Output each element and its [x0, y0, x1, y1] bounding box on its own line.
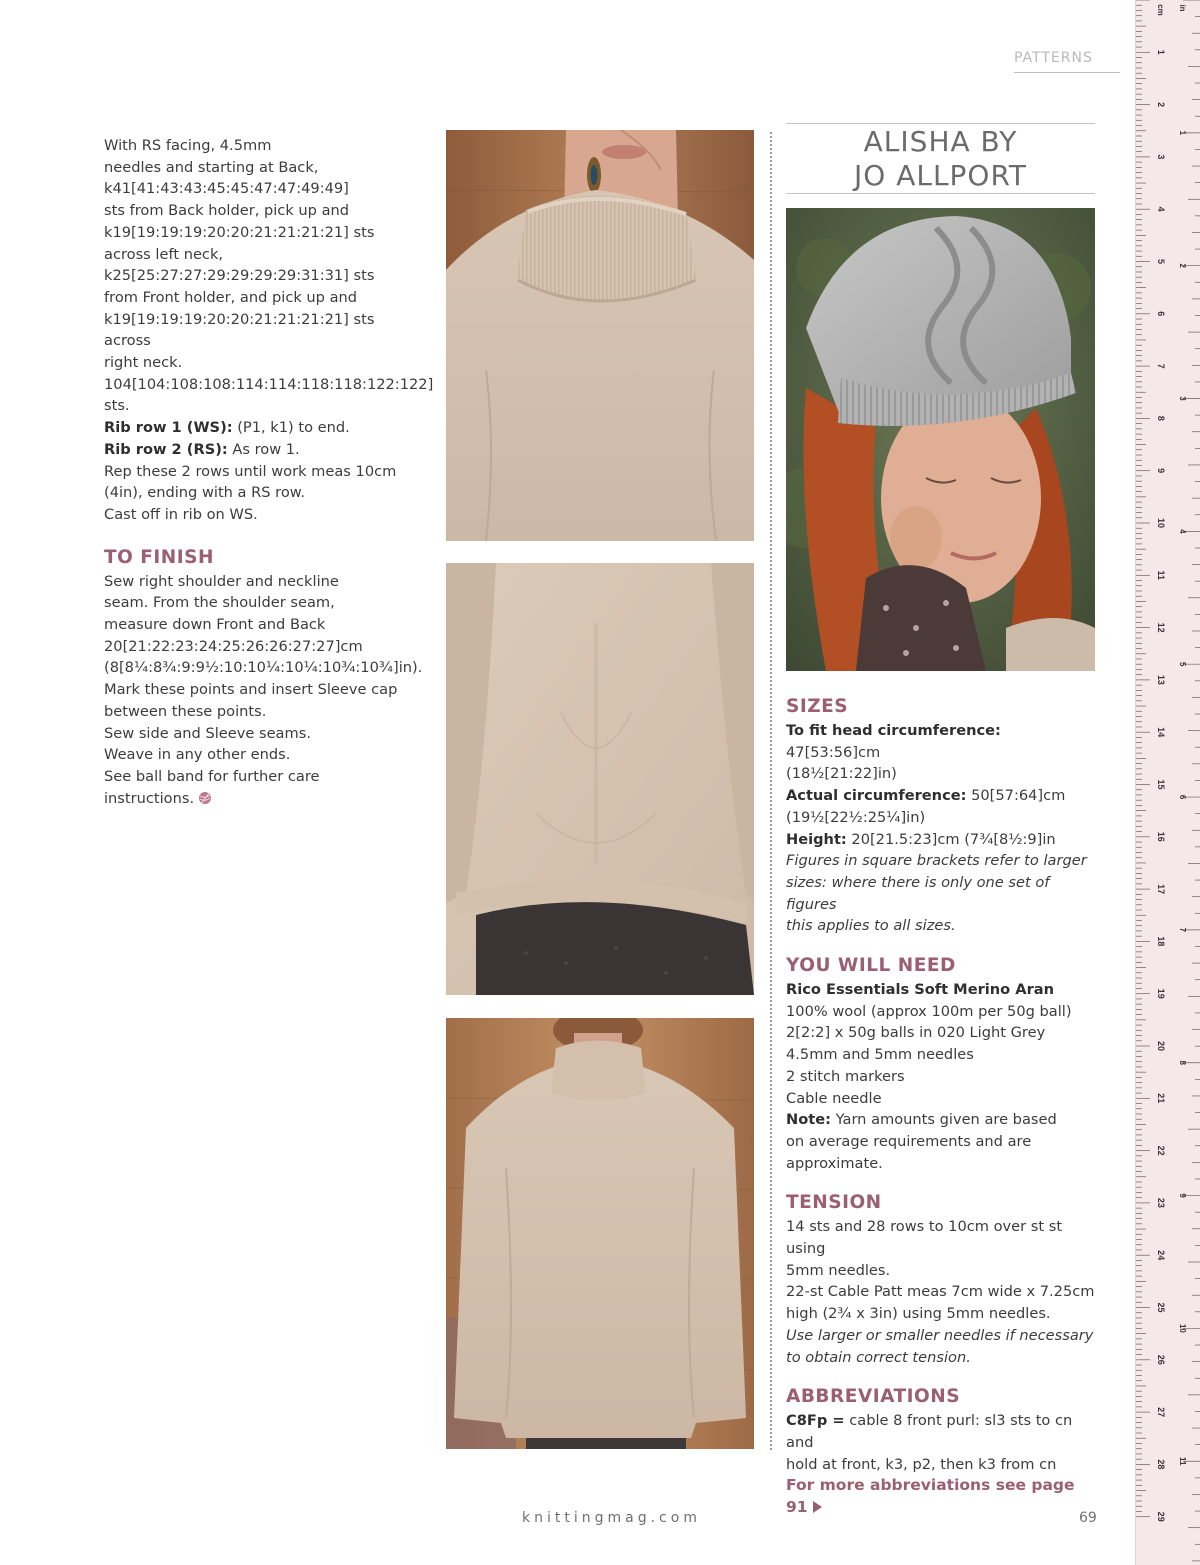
text-line-end: instructions. [104, 789, 195, 807]
text-line: With RS facing, 4.5mm [104, 137, 272, 154]
cm-number: 18 [1156, 936, 1166, 947]
cm-number: 16 [1156, 831, 1166, 842]
page-number: 69 [1079, 1510, 1097, 1526]
rib-row-2-text: As row 1. [227, 440, 300, 458]
yarn-name [786, 979, 1096, 1001]
more-abbreviations-text: For more abbreviations see page 91 [786, 1476, 1075, 1517]
actual-size-label: Actual circumference: [786, 787, 967, 805]
rib-row-2-label: Rib row 2 (RS): [104, 440, 228, 458]
text-line: measure down Front and Back [104, 616, 326, 634]
cm-number: 20 [1156, 1040, 1166, 1052]
text-line: k25[25:27:27:29:29:29:29:31:31] sts [104, 267, 375, 285]
yarn-note-label: Note: [786, 1111, 831, 1129]
text-line: from Front holder, and pick up and [104, 288, 358, 306]
inch-number: 7 [1178, 927, 1187, 933]
pattern-title-line-2: JO ALLPORT [854, 159, 1027, 192]
pattern-instructions-column [104, 135, 434, 811]
cm-number: 10 [1156, 517, 1166, 529]
inch-number: 4 [1178, 529, 1187, 534]
inch-number: 6 [1178, 794, 1187, 800]
text-line: sts from Back holder, pick up and [104, 202, 350, 220]
text-line: (4in), ending with a RS row. [104, 484, 306, 502]
sizes-note-line: this applies to all sizes. [786, 917, 956, 935]
pattern-details-column [786, 694, 1096, 1519]
head-size-label: To fit head circumference: [786, 722, 1001, 739]
materials-line: 100% wool (approx 100m per 50g ball) [786, 1002, 1072, 1020]
height-line [786, 829, 1096, 851]
yarn-name-text: Rico Essentials Soft Merino Aran [786, 981, 1055, 999]
abbreviation-definition-cont: hold at front, k3, p2, then k3 from cn [786, 1455, 1057, 1473]
text-line: right neck. [104, 354, 183, 372]
cm-number: 9 [1156, 468, 1166, 474]
materials-line: 4.5mm and 5mm needles [786, 1046, 974, 1064]
inch-number: 10 [1178, 1323, 1187, 1333]
sizes-note [786, 850, 1096, 937]
measuring-ruler [1135, 0, 1200, 1565]
text-line: Sew right shoulder and neckline [104, 572, 339, 590]
text-line: Weave in any other ends. [104, 746, 291, 764]
abbreviations-heading: ABBREVIATIONS [786, 1386, 961, 1408]
text-line: across left neck, [104, 245, 224, 263]
text-line [104, 788, 422, 812]
more-abbreviations-link[interactable] [786, 1475, 1096, 1518]
inch-number: 2 [1178, 263, 1187, 268]
cm-number: 14 [1156, 727, 1166, 738]
tension-line: 22-st Cable Patt meas 7cm wide x 7.25cm [786, 1283, 1095, 1301]
height-value: 20[21.5:23]cm (7¾[8½:9]in [846, 830, 1056, 848]
cm-number: 2 [1156, 102, 1166, 108]
cm-number: 7 [1156, 363, 1166, 369]
text-line: 20[21:22:23:24:25:26:26:27:27]cm [104, 637, 363, 655]
yarn-note-line: on average requirements and are [786, 1132, 1032, 1150]
rib-row-2 [104, 439, 422, 461]
rib-row-1-label: Rib row 1 (WS): [104, 419, 233, 437]
rib-row-1-text: (P1, k1) to end. [232, 419, 350, 437]
footer-url: knittingmag.com [522, 1510, 701, 1526]
inch-number: 3 [1178, 396, 1187, 401]
cm-number: 8 [1156, 415, 1166, 421]
title-rule-bottom [786, 193, 1095, 194]
sizes-note-line: Figures in square brackets refer to larger [786, 852, 1087, 870]
tension-heading: TENSION [786, 1192, 882, 1214]
text-line: Mark these points and insert Sleeve cap [104, 681, 398, 699]
cm-number: 22 [1156, 1145, 1166, 1156]
ruler-graphic [1136, 0, 1200, 1565]
title-rule-top [786, 123, 1095, 124]
materials-line: Cable needle [786, 1089, 882, 1107]
sweater-back-photo [446, 1018, 754, 1449]
tension-line: 14 sts and 28 rows to 10cm over st st using [786, 1218, 1063, 1258]
text-line: 104[104:108:108:114:114:118:118:122:122] sts. [104, 375, 434, 415]
cm-unit-label: cm [1156, 4, 1165, 16]
head-size-value: 47[53:56]cm [786, 743, 881, 761]
sweater-front-photo [446, 563, 754, 995]
cm-number: 13 [1156, 674, 1166, 685]
column-divider [770, 132, 772, 1450]
abbreviation-term: C8Fp = [786, 1412, 845, 1430]
cm-number: 27 [1156, 1407, 1166, 1418]
pick-up-instructions [104, 135, 434, 417]
abbreviation-entry [786, 1410, 1096, 1453]
sizes-note-line: sizes: where there is only one set of figures [786, 873, 1050, 913]
actual-size-value: 50[57:64]cm [966, 787, 1066, 805]
rib-row-1 [104, 417, 422, 439]
text-line: needles and starting at Back, [104, 158, 319, 176]
inch-number: 5 [1178, 661, 1187, 667]
hat-model-photo [786, 208, 1095, 671]
tension-line: 5mm needles. [786, 1261, 891, 1279]
cm-number: 3 [1156, 154, 1166, 160]
text-line: seam. From the shoulder seam, [104, 594, 335, 612]
text-line: Sew side and Sleeve seams. [104, 724, 311, 742]
cm-number: 6 [1156, 311, 1166, 317]
head-size-line [786, 720, 1096, 763]
cm-number: 1 [1156, 49, 1166, 55]
text-line: between these points. [104, 702, 267, 720]
text-line: k41[41:43:43:45:45:47:47:49:49] [104, 180, 349, 198]
cm-number: 17 [1156, 884, 1166, 895]
materials-line: 2 stitch markers [786, 1067, 905, 1085]
yarn-note-line [786, 1109, 1096, 1131]
materials-line: 2[2:2] x 50g balls in 020 Light Grey [786, 1024, 1046, 1042]
yarn-note-line: approximate. [786, 1154, 883, 1172]
section-label: PATTERNS [1014, 50, 1093, 66]
text-line: Rep these 2 rows until work meas 10cm [104, 462, 397, 480]
inch-number: 1 [1178, 130, 1187, 136]
text-line: (8[8¼:8¾:9:9½:10:10¼:10¼:10¾:10¾]in). [104, 659, 423, 677]
yarn-note-text: Yarn amounts given are based [830, 1111, 1057, 1129]
cm-number: 24 [1156, 1250, 1166, 1261]
pattern-title-line-1: ALISHA BY [863, 125, 1018, 158]
height-label: Height: [786, 830, 847, 848]
cm-number: 23 [1156, 1197, 1166, 1208]
head-size-imperial: (18½[21:22]in) [786, 765, 897, 783]
actual-size-imperial: (19½[22½:25¼]in) [786, 808, 926, 826]
text-line: k19[19:19:19:20:20:21:21:21:21] sts across [104, 310, 375, 350]
cm-number: 28 [1156, 1459, 1166, 1470]
to-finish-heading: TO FINISH [104, 546, 214, 568]
inch-unit-label: in [1178, 4, 1187, 12]
section-rule [1014, 72, 1120, 73]
cm-number: 21 [1156, 1093, 1166, 1104]
actual-size-line [786, 785, 1096, 807]
cm-number: 5 [1156, 258, 1166, 265]
text-line: See ball band for further care [104, 767, 320, 785]
inch-number: 8 [1178, 1060, 1187, 1065]
inch-number: 9 [1178, 1193, 1187, 1198]
pattern-title [786, 125, 1095, 193]
tension-line: high (2¾ x 3in) using 5mm needles. [786, 1305, 1051, 1323]
cm-number: 15 [1156, 779, 1166, 790]
cm-number: 25 [1156, 1302, 1166, 1313]
yarn-ball-icon [198, 790, 212, 812]
cm-number: 12 [1156, 622, 1166, 633]
tension-note-line: Use larger or smaller needles if necessary [786, 1326, 1094, 1344]
text-line: k19[19:19:19:20:20:21:21:21:21] sts [104, 223, 375, 241]
inch-number: 11 [1178, 1457, 1187, 1466]
you-will-need-heading: YOU WILL NEED [786, 955, 956, 977]
tension-note-line: to obtain correct tension. [786, 1348, 971, 1366]
abbreviation-definition: cable 8 front purl: sl3 sts to cn and [786, 1412, 1073, 1451]
sweater-neckline-photo [446, 130, 754, 541]
cm-number: 26 [1156, 1354, 1166, 1365]
sizes-heading: SIZES [786, 696, 849, 717]
text-line: Cast off in rib on WS. [104, 505, 258, 523]
cm-number: 4 [1156, 206, 1166, 212]
cm-number: 11 [1156, 570, 1166, 581]
cm-number: 19 [1156, 988, 1166, 999]
cm-number: 29 [1156, 1511, 1166, 1522]
arrow-right-icon [813, 1501, 822, 1513]
